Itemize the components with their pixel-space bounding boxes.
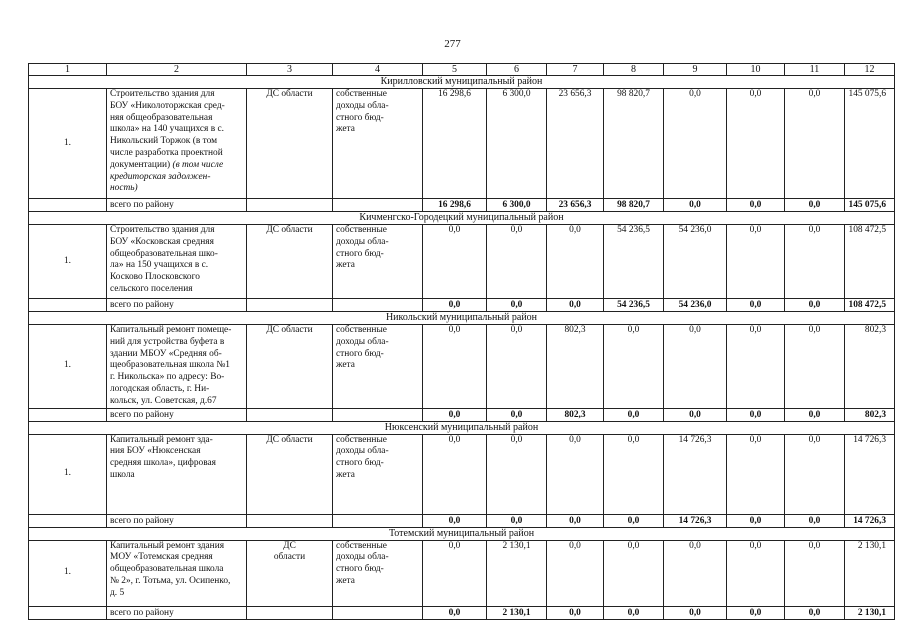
district-name: Нюксенский муниципальный район: [29, 421, 895, 434]
total-value-cell: 0,0: [547, 606, 604, 619]
value-cell: 0,0: [423, 325, 487, 409]
object-name-cell: [107, 325, 247, 409]
column-number: 4: [333, 64, 423, 76]
district-name: Кирилловский муниципальный район: [29, 76, 895, 89]
total-value-cell: 0,0: [664, 408, 727, 421]
item-number: 1.: [29, 225, 107, 299]
district-header-row: [29, 76, 895, 89]
object-name: Капитальный ремонт здания МОУ «Тотемская средняя общеобразовательная школа № 2», г. Тотьма, ул. Осипенко, д. 5: [110, 540, 231, 598]
empty-cell: [29, 299, 107, 312]
item-number: 1.: [29, 540, 107, 606]
total-value-cell: 802,3: [547, 408, 604, 421]
total-value-cell: 0,0: [423, 606, 487, 619]
district-name: Тотемский муниципальный район: [29, 527, 895, 540]
value-cell: 0,0: [487, 325, 547, 409]
value-cell: 14 726,3: [664, 434, 727, 514]
value-cell: 0,0: [785, 325, 845, 409]
column-number: 10: [727, 64, 785, 76]
empty-cell: [333, 299, 423, 312]
total-value-cell: 0,0: [487, 408, 547, 421]
value-cell: 0,0: [785, 540, 845, 606]
total-value-cell: 2 130,1: [845, 606, 895, 619]
total-value-cell: 0,0: [664, 199, 727, 212]
table-row: [29, 434, 895, 514]
value-cell: 0,0: [547, 434, 604, 514]
total-label: всего по району: [107, 606, 247, 619]
value-cell: 0,0: [604, 540, 664, 606]
value-cell: 98 820,7: [604, 89, 664, 199]
value-cell: 0,0: [423, 225, 487, 299]
total-value-cell: 145 075,6: [845, 199, 895, 212]
empty-cell: [333, 514, 423, 527]
object-name-cell: [107, 540, 247, 606]
total-value-cell: 2 130,1: [487, 606, 547, 619]
value-cell: 0,0: [423, 434, 487, 514]
total-row: [29, 199, 895, 212]
column-number: 2: [107, 64, 247, 76]
object-name: Строительство здания для БОУ «Косковская средняя общеобразовательная шко- ла» на 150 учащихся в с. Косково Плосковского сельского поселения: [110, 225, 218, 294]
funding-source: собственные доходы обла- стного бюд- жета: [333, 540, 423, 606]
value-cell: 0,0: [727, 434, 785, 514]
value-cell: 0,0: [664, 325, 727, 409]
total-value-cell: 16 298,6: [423, 199, 487, 212]
total-value-cell: 54 236,5: [604, 299, 664, 312]
total-value-cell: 0,0: [604, 408, 664, 421]
total-value-cell: 0,0: [785, 514, 845, 527]
total-value-cell: 0,0: [487, 299, 547, 312]
customer: ДС области: [247, 434, 333, 514]
total-value-cell: 54 236,0: [664, 299, 727, 312]
item-number: 1.: [29, 434, 107, 514]
district-header-row: [29, 312, 895, 325]
funding-source: собственные доходы обла- стного бюд- жета: [333, 225, 423, 299]
object-name-cell: [107, 225, 247, 299]
total-value-cell: 802,3: [845, 408, 895, 421]
funding-source: собственные доходы обла- стного бюд- жета: [333, 89, 423, 199]
empty-cell: [333, 606, 423, 619]
total-value-cell: 0,0: [727, 408, 785, 421]
total-value-cell: 23 656,3: [547, 199, 604, 212]
value-cell: 2 130,1: [487, 540, 547, 606]
column-number: 12: [845, 64, 895, 76]
value-cell: 0,0: [487, 434, 547, 514]
total-value-cell: 6 300,0: [487, 199, 547, 212]
empty-cell: [29, 514, 107, 527]
total-value-cell: 0,0: [664, 606, 727, 619]
customer: ДС области: [247, 540, 333, 606]
total-value-cell: 0,0: [604, 514, 664, 527]
budget-table: [28, 63, 895, 620]
district-header-row: [29, 212, 895, 225]
empty-cell: [247, 199, 333, 212]
district-header-row: [29, 527, 895, 540]
column-number: 3: [247, 64, 333, 76]
value-cell: 0,0: [547, 225, 604, 299]
total-value-cell: 0,0: [727, 514, 785, 527]
value-cell: 108 472,5: [845, 225, 895, 299]
value-cell: 2 130,1: [845, 540, 895, 606]
value-cell: 54 236,0: [664, 225, 727, 299]
value-cell: 802,3: [547, 325, 604, 409]
total-value-cell: 0,0: [785, 606, 845, 619]
value-cell: 0,0: [785, 225, 845, 299]
funding-source: собственные доходы обла- стного бюд- жета: [333, 434, 423, 514]
district-name: Кичменгско-Городецкий муниципальный район: [29, 212, 895, 225]
value-cell: 0,0: [785, 434, 845, 514]
total-row: [29, 299, 895, 312]
total-value-cell: 0,0: [547, 514, 604, 527]
value-cell: 0,0: [727, 225, 785, 299]
total-row: [29, 606, 895, 619]
total-value-cell: 14 726,3: [845, 514, 895, 527]
value-cell: 0,0: [604, 325, 664, 409]
total-value-cell: 0,0: [785, 299, 845, 312]
table-row: [29, 540, 895, 606]
total-value-cell: 0,0: [423, 408, 487, 421]
value-cell: 0,0: [487, 225, 547, 299]
empty-cell: [247, 514, 333, 527]
total-value-cell: 0,0: [727, 606, 785, 619]
value-cell: 14 726,3: [845, 434, 895, 514]
empty-cell: [29, 606, 107, 619]
table-body: [29, 64, 895, 620]
column-number-row: [29, 64, 895, 76]
object-name: Капитальный ремонт зда- ния БОУ «Нюксенская средняя школа», цифровая школа: [110, 434, 216, 480]
total-row: [29, 514, 895, 527]
value-cell: 802,3: [845, 325, 895, 409]
total-value-cell: 98 820,7: [604, 199, 664, 212]
total-label: всего по району: [107, 199, 247, 212]
total-value-cell: 14 726,3: [664, 514, 727, 527]
value-cell: 0,0: [727, 325, 785, 409]
total-row: [29, 408, 895, 421]
object-name: Капитальный ремонт помеще- ний для устройства буфета в здании МБОУ «Средняя об- щеобразовательная школа №1 г. Никольска» по адресу: Во- логодская область, г. Ни- кольск, ул. Советская, д.67: [110, 325, 232, 406]
total-value-cell: 0,0: [487, 514, 547, 527]
total-value-cell: 0,0: [727, 299, 785, 312]
district-name: Никольский муниципальный район: [29, 312, 895, 325]
object-note: (в том числе кредиторская задолжен- ность): [110, 159, 224, 194]
value-cell: 0,0: [547, 540, 604, 606]
empty-cell: [29, 408, 107, 421]
total-value-cell: 0,0: [547, 299, 604, 312]
value-cell: 0,0: [664, 89, 727, 199]
total-value-cell: 0,0: [423, 299, 487, 312]
value-cell: 0,0: [785, 89, 845, 199]
value-cell: 23 656,3: [547, 89, 604, 199]
value-cell: 0,0: [727, 540, 785, 606]
total-value-cell: 0,0: [604, 606, 664, 619]
column-number: 8: [604, 64, 664, 76]
column-number: 11: [785, 64, 845, 76]
page-number: 277: [444, 38, 461, 50]
object-name-cell: [107, 89, 247, 199]
column-number: 6: [487, 64, 547, 76]
funding-source: собственные доходы обла- стного бюд- жета: [333, 325, 423, 409]
column-number: 5: [423, 64, 487, 76]
total-value-cell: 108 472,5: [845, 299, 895, 312]
value-cell: 145 075,6: [845, 89, 895, 199]
table-row: [29, 325, 895, 409]
empty-cell: [247, 408, 333, 421]
total-label: всего по району: [107, 408, 247, 421]
value-cell: 0,0: [423, 540, 487, 606]
table-row: [29, 89, 895, 199]
value-cell: 16 298,6: [423, 89, 487, 199]
empty-cell: [247, 606, 333, 619]
object-name-cell: [107, 434, 247, 514]
item-number: 1.: [29, 89, 107, 199]
column-number: 9: [664, 64, 727, 76]
value-cell: 6 300,0: [487, 89, 547, 199]
customer: ДС области: [247, 225, 333, 299]
total-value-cell: 0,0: [423, 514, 487, 527]
empty-cell: [333, 199, 423, 212]
value-cell: 0,0: [664, 540, 727, 606]
table-row: [29, 225, 895, 299]
total-label: всего по району: [107, 299, 247, 312]
value-cell: 54 236,5: [604, 225, 664, 299]
customer: ДС области: [247, 89, 333, 199]
item-number: 1.: [29, 325, 107, 409]
total-value-cell: 0,0: [785, 199, 845, 212]
empty-cell: [247, 299, 333, 312]
district-header-row: [29, 421, 895, 434]
object-name: Строительство здания для БОУ «Николоторжская сред- няя общеобразовательная школа» на 140 учащихся в с. Никольский Торжок (в том числе разработка проектной документации): [110, 89, 225, 170]
total-value-cell: 0,0: [785, 408, 845, 421]
column-number: 1: [29, 64, 107, 76]
empty-cell: [333, 408, 423, 421]
value-cell: 0,0: [727, 89, 785, 199]
total-value-cell: 0,0: [727, 199, 785, 212]
customer: ДС области: [247, 325, 333, 409]
empty-cell: [29, 199, 107, 212]
total-label: всего по району: [107, 514, 247, 527]
column-number: 7: [547, 64, 604, 76]
value-cell: 0,0: [604, 434, 664, 514]
